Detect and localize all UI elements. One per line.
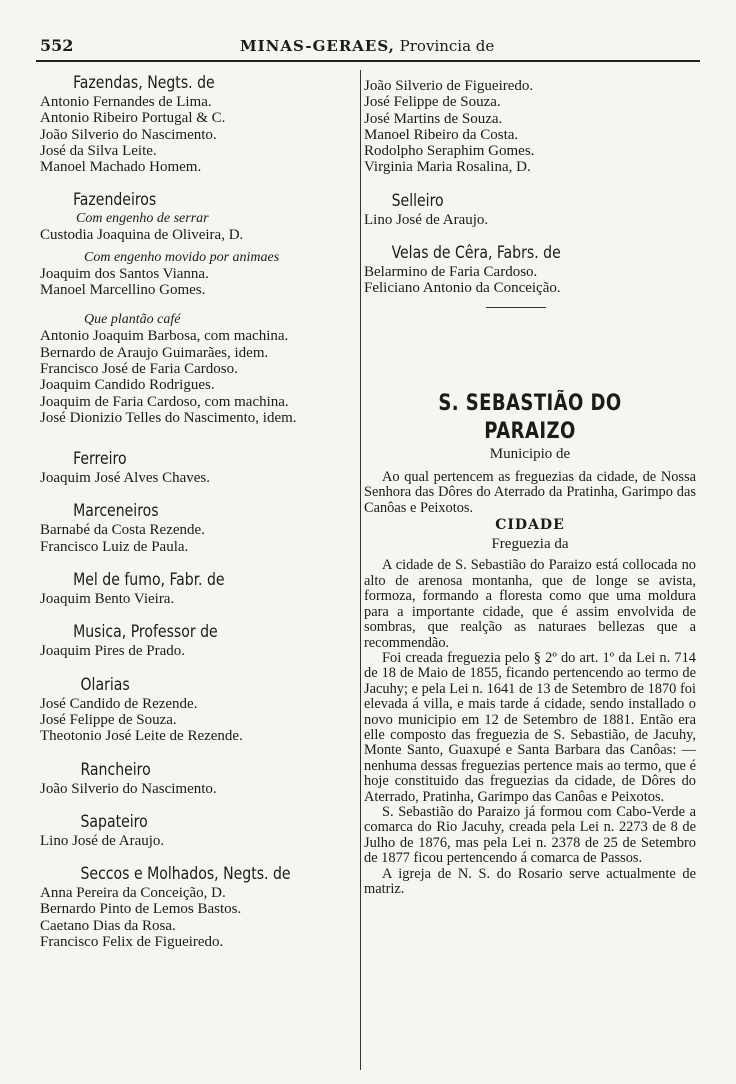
entry: Manoel Ribeiro da Costa. [364,126,519,143]
header-rule [36,60,700,62]
subheading: Com engenho de serrar [76,211,209,227]
entry: Theotonio José Leite de Rezende. [40,728,243,745]
entry: Joaquim José Alves Chaves. [40,470,210,487]
freguezia-label: Freguezia da [491,536,569,553]
entry: Antonio Fernandes de Lima. [40,94,212,110]
entry: Rodolpho Seraphim Gomes. [364,143,535,160]
entry: Virginia Maria Rosalina, D. [364,159,531,176]
header-subtitle: Provincia de [399,37,495,55]
cidade-label: CIDADE [495,517,565,534]
left-column [40,72,360,950]
section-heading: Olarias [80,674,130,695]
section-heading: Sapateiro [80,811,148,832]
entry: Joaquim dos Santos Vianna. [40,265,209,282]
running-header [40,36,700,60]
entry: Francisco Luiz de Paula. [40,538,189,555]
section-heading: Rancheiro [80,759,151,780]
page-number: 552 [40,36,74,55]
entry: Feliciano Antonio da Conceição. [364,280,561,297]
paragraph-3: S. Sebastião do Paraizo já formou com Cabo-Verde a comarca do Rio Jacuhy, creada pela Lei n. 2273 de 8 de Julho de 1876, mas pela Lei n. 2378 de 25 de Setembro de 1877 ficou pertencendo á comarca de Passos. [364,803,696,867]
entry: Custodia Joaquina de Oliveira, D. [40,227,244,244]
paragraph-2: Foi creada freguezia pelo § 2º do art. 1º da Lei n. 714 de 18 de Maio de 1855, ficando pertencendo ao termo de Jacuhy; e pela Lei n. 1641 de 13 de Setembro de 1870 foi elevada á villa, e mais tarde á cidade, sendo installado o novo municipio em 12 de Setembro de 1881. Então era elle composto das freguezia de S. Sebastião, de Jacuhy, Monte Santo, Guaxupé e Santa Barbara das Canôas: — nenhuma dessas freguezias pertence mais ao termo, que é hoje constituido das freguezias da cidade, de Dôres do Aterrado, Pratinha, Garimpo das Canôas e Peixotos. [364,649,696,805]
section-heading: Marceneiros [73,501,159,522]
section-heading: Selleiro [391,190,444,211]
entry: José Martins de Souza. [364,110,503,127]
entry: Bernardo Pinto de Lemos Bastos. [40,901,242,918]
entry: Manoel Marcellino Gomes. [40,282,206,299]
entry: Antonio Joaquim Barbosa, com machina. [40,328,289,345]
section-heading: Velas de Cêra, Fabrs. de [391,243,561,264]
entry: Lino José de Araujo. [364,211,489,228]
intro-paragraph: Ao qual pertencem as freguezias da cidade, de Nossa Senhora das Dôres do Aterrado da Pratinha, Garimpo das Canôas e Peixotos. [364,468,696,516]
entry: João Silverio do Nascimento. [40,780,217,797]
entry: Joaquim Bento Vieira. [40,591,175,608]
entry: Barnabé da Costa Rezende. [40,522,205,539]
column-divider [360,70,361,1070]
entry: João Silverio do Nascimento. [40,126,217,143]
entry: Belarmino de Faria Cardoso. [364,264,538,281]
entry: Joaquim Candido Rodrigues. [40,377,215,394]
right-column [364,78,696,897]
municipio-label: Municipio de [489,445,571,462]
subheading: Com engenho movido por animaes [84,249,280,265]
section-heading: Seccos e Molhados, Negts. de [80,864,291,885]
entry: Joaquim Pires de Prado. [40,643,185,660]
entry: Antonio Ribeiro Portugal & C. [40,110,226,127]
paragraph-1: A cidade de S. Sebastião do Paraizo está collocada no alto de arenosa montanha, que de longe se avista, formoza, formando a floresta como que uma moldura para a importante cidade, que é assim envolvida de sombras, que realção as naturaes bellezas que a recommendão. [364,557,696,651]
entry: José Dionizio Telles do Nascimento, idem. [40,409,297,426]
section-heading: Fazendas, Negts. de [73,73,215,93]
entry: Francisco José de Faria Cardoso. [40,360,238,377]
entry: João Silverio de Figueiredo. [364,78,534,94]
entry: José Felippe de Souza. [40,711,177,728]
entry: José Candido de Rezende. [40,695,198,712]
entry: José Felippe de Souza. [364,94,501,111]
running-title [240,37,494,55]
entry: Joaquim de Faria Cardoso, com machina. [40,393,289,410]
section-heading: Musica, Professor de [73,622,218,643]
entry: Lino José de Araujo. [40,832,165,849]
entry: Anna Pereira da Conceição, D. [40,885,226,902]
province-name: MINAS-GERAES, [240,37,395,55]
entry: Caetano Dias da Rosa. [40,917,176,934]
entry: Francisco Felix de Figueiredo. [40,934,224,951]
entry: Manoel Machado Homem. [40,159,202,176]
section-heading: Fazendeiros [73,190,157,211]
section-heading: Ferreiro [73,449,127,470]
section-heading: Mel de fumo, Fabr. de [73,570,225,591]
subheading: Que plantão café [84,312,181,328]
city-title: S. SEBASTIÃO DO PARAIZO [438,390,622,444]
paragraph-4: A igreja de N. S. do Rosario serve actualmente de matriz. [364,865,696,898]
entry: Bernardo de Araujo Guimarães, idem. [40,344,269,361]
entry: José da Silva Leite. [40,142,157,159]
